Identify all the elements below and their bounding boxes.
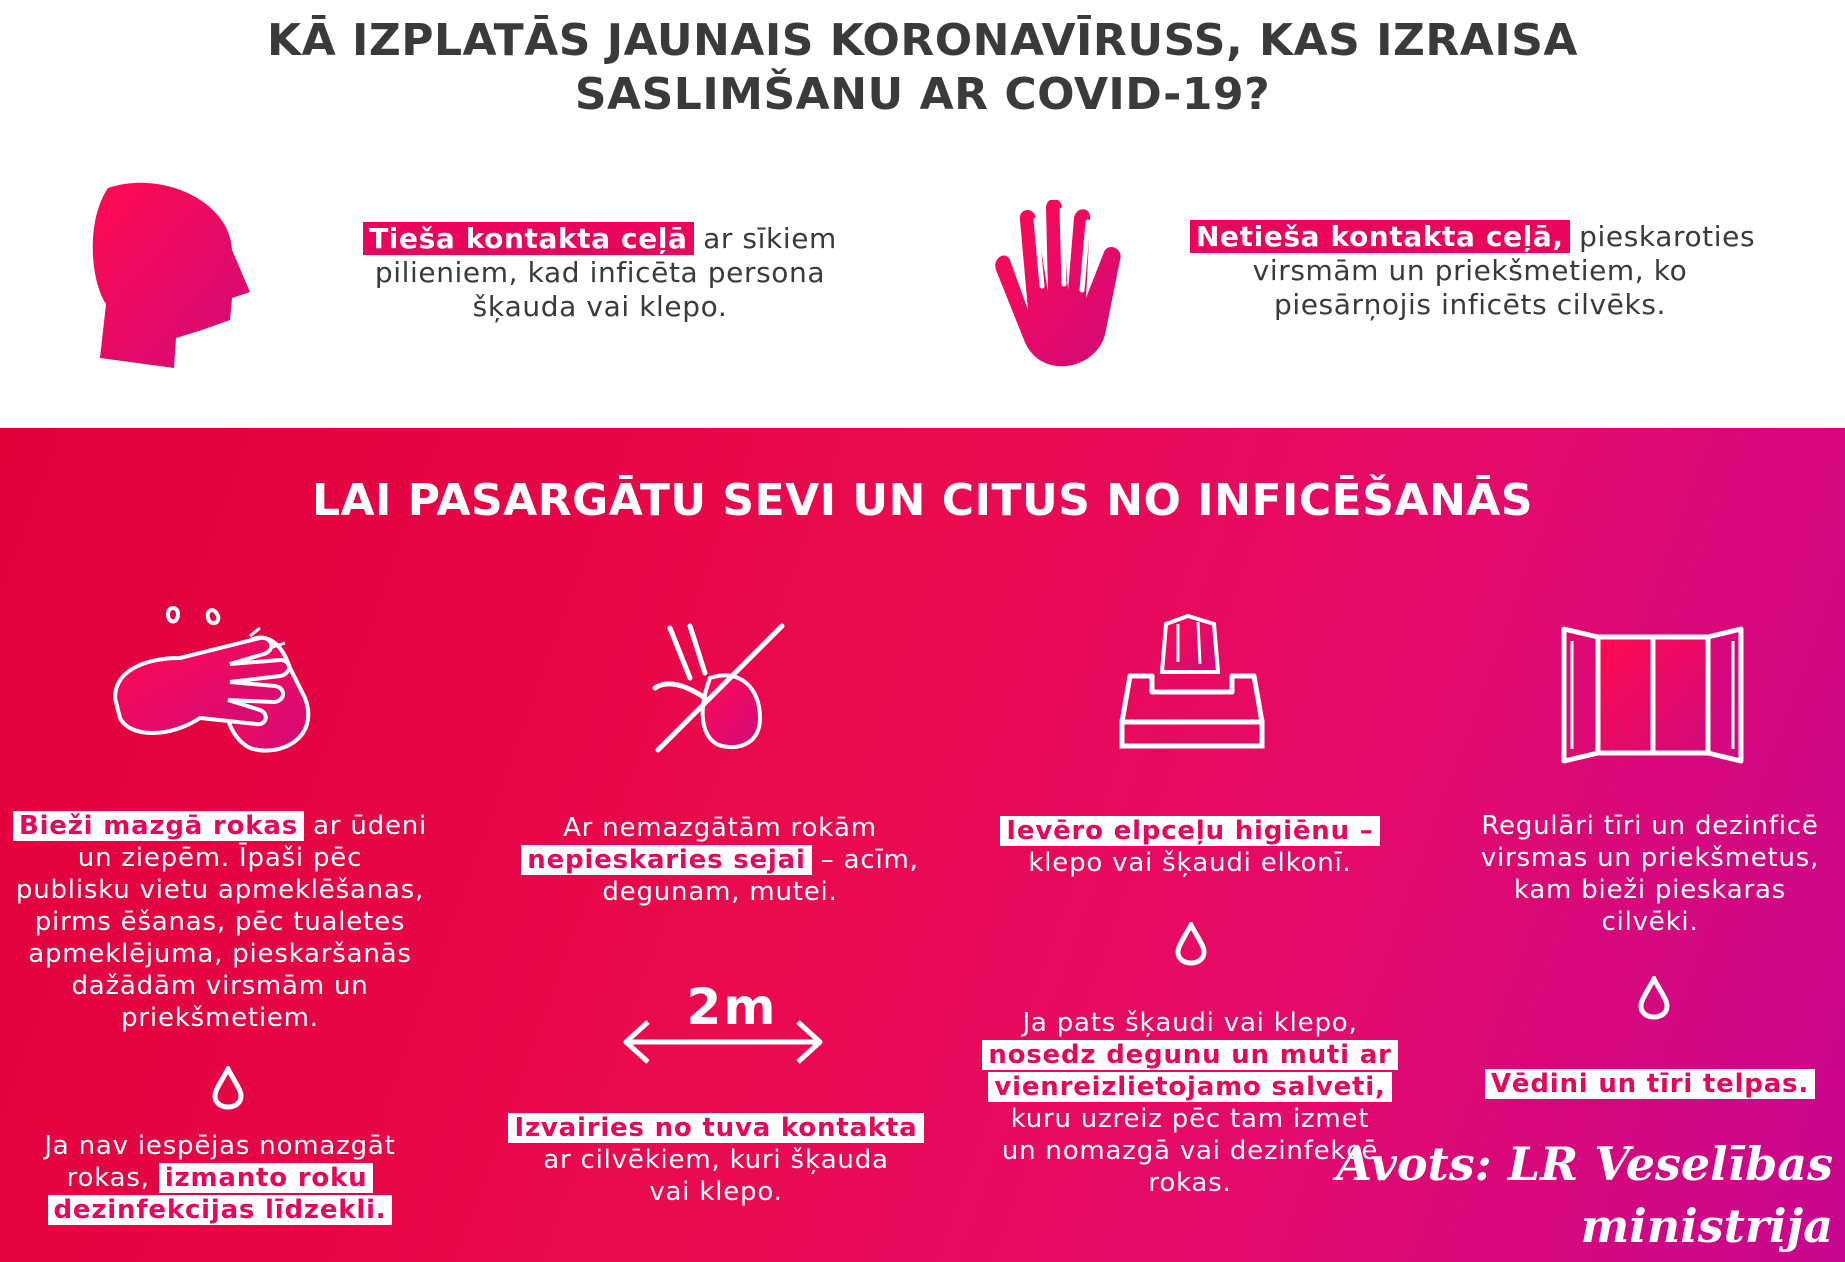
wash-hands-line2: un ziepēm. Īpaši pēc bbox=[77, 843, 363, 873]
indirect-contact-line3: piesārņojis inficēts cilvēks. bbox=[1273, 288, 1667, 321]
drop-icon bbox=[1637, 976, 1671, 1020]
page-title bbox=[0, 14, 1845, 122]
drop-icon bbox=[1174, 922, 1208, 966]
wash-hands-line1: ar ūdeni bbox=[313, 811, 428, 841]
page-title-line1: KĀ IZPLATĀS JAUNAIS KORONAVĪRUSS, KAS IZRAISA bbox=[267, 15, 1578, 66]
sanitizer-text bbox=[10, 1130, 430, 1226]
cover-mouth-line4: kuru uzreiz pēc tam izmet bbox=[1010, 1104, 1370, 1134]
indirect-contact-line1: pieskaroties bbox=[1579, 220, 1756, 253]
direct-contact-line1: ar sīkiem bbox=[703, 222, 837, 255]
cover-mouth-line1: Ja pats šķaudi vai klepo, bbox=[1022, 1008, 1358, 1038]
ventilate-text bbox=[1440, 1068, 1845, 1100]
double-arrow-icon bbox=[620, 1016, 826, 1068]
distance-label: 2m bbox=[686, 978, 778, 1036]
wash-hands-line6: dažādām virsmām un bbox=[71, 971, 369, 1001]
no-touch-face-line3: degunam, mutei. bbox=[602, 877, 838, 907]
avoid-contact-line2: ar cilvēkiem, kuri šķauda bbox=[543, 1145, 889, 1175]
indirect-contact-text bbox=[1190, 220, 1756, 322]
head-icon bbox=[90, 180, 260, 380]
wash-hands-text bbox=[10, 810, 430, 1034]
direct-contact-text bbox=[340, 222, 860, 324]
clean-surfaces-line4: cilvēki. bbox=[1601, 907, 1699, 937]
sanitizer-highlight1: izmanto roku bbox=[159, 1163, 374, 1193]
avoid-contact-line3: vai klepo. bbox=[649, 1177, 783, 1207]
direct-contact-line2: pilieniem, kad inficēta persona bbox=[374, 256, 826, 289]
wash-hands-line5: apmeklējuma, pieskaršanās bbox=[28, 939, 412, 969]
avoid-contact-highlight: Izvairies no tuva kontakta bbox=[508, 1113, 923, 1143]
indirect-contact-line2: virsmām un priekšmetiem, ko bbox=[1252, 254, 1688, 287]
sanitizer-highlight2: dezinfekcijas līdzekli. bbox=[48, 1195, 393, 1225]
page-title-line2: SASLIMŠANU AR COVID-19? bbox=[574, 69, 1271, 120]
no-touch-face-line1: Ar nemazgātām rokām bbox=[563, 813, 877, 843]
cover-mouth-highlight2: vienreizlietojamo salveti, bbox=[988, 1072, 1391, 1102]
no-touch-face-line2: – acīm, bbox=[820, 845, 919, 875]
wash-hands-highlight: Bieži mazgā rokas bbox=[13, 811, 304, 841]
hand-washing-icon bbox=[110, 598, 325, 758]
clean-surfaces-text bbox=[1440, 810, 1845, 938]
cover-mouth-line6: rokas. bbox=[1148, 1168, 1232, 1198]
sanitizer-line1: Ja nav iespējas nomazgāt bbox=[44, 1131, 396, 1161]
tissue-box-icon bbox=[1118, 612, 1266, 752]
source-line2: ministrija bbox=[1580, 1199, 1833, 1253]
avoid-contact-text bbox=[496, 1112, 936, 1208]
indirect-contact-highlight: Netieša kontakta ceļā, bbox=[1190, 220, 1570, 253]
cover-mouth-line5: un nomazgā vai dezinfekcē bbox=[1001, 1136, 1379, 1166]
source-line1: Avots: LR Veselības bbox=[1336, 1137, 1833, 1191]
window-icon bbox=[1560, 625, 1745, 765]
respiratory-hygiene-line2: klepo vai šķaudi elkonī. bbox=[1028, 848, 1352, 878]
clean-surfaces-line3: kam bieži pieskaras bbox=[1513, 875, 1787, 905]
drop-icon bbox=[211, 1066, 245, 1110]
hand-icon bbox=[990, 200, 1140, 380]
wash-hands-line7: priekšmetiem. bbox=[121, 1003, 319, 1033]
source-credit bbox=[1336, 1133, 1833, 1257]
sanitizer-line2: rokas, bbox=[66, 1163, 150, 1193]
wash-hands-line4: pirms ēšanas, pēc tualetes bbox=[34, 907, 406, 937]
direct-contact-highlight: Tieša kontakta ceļā bbox=[363, 222, 693, 255]
respiratory-hygiene-text bbox=[980, 815, 1400, 879]
direct-contact-line3: šķauda vai klepo. bbox=[472, 290, 728, 323]
no-touch-face-highlight: nepieskaries sejai bbox=[521, 845, 811, 875]
no-touch-face-icon bbox=[650, 618, 790, 758]
cover-mouth-highlight1: nosedz degunu un muti ar bbox=[982, 1040, 1397, 1070]
no-touch-face-text bbox=[510, 812, 930, 908]
ventilate-highlight: Vēdini un tīri telpas. bbox=[1485, 1069, 1815, 1099]
clean-surfaces-line1: Regulāri tīri un dezinficē bbox=[1481, 811, 1819, 841]
clean-surfaces-line2: virsmas un priekšmetus, bbox=[1480, 843, 1820, 873]
protection-title: LAI PASARGĀTU SEVI UN CITUS NO INFICĒŠANĀS bbox=[311, 475, 1534, 526]
wash-hands-line3: publisku vietu apmeklēšanas, bbox=[15, 875, 425, 905]
respiratory-hygiene-highlight: Ievēro elpceļu higiēnu – bbox=[1000, 816, 1379, 846]
